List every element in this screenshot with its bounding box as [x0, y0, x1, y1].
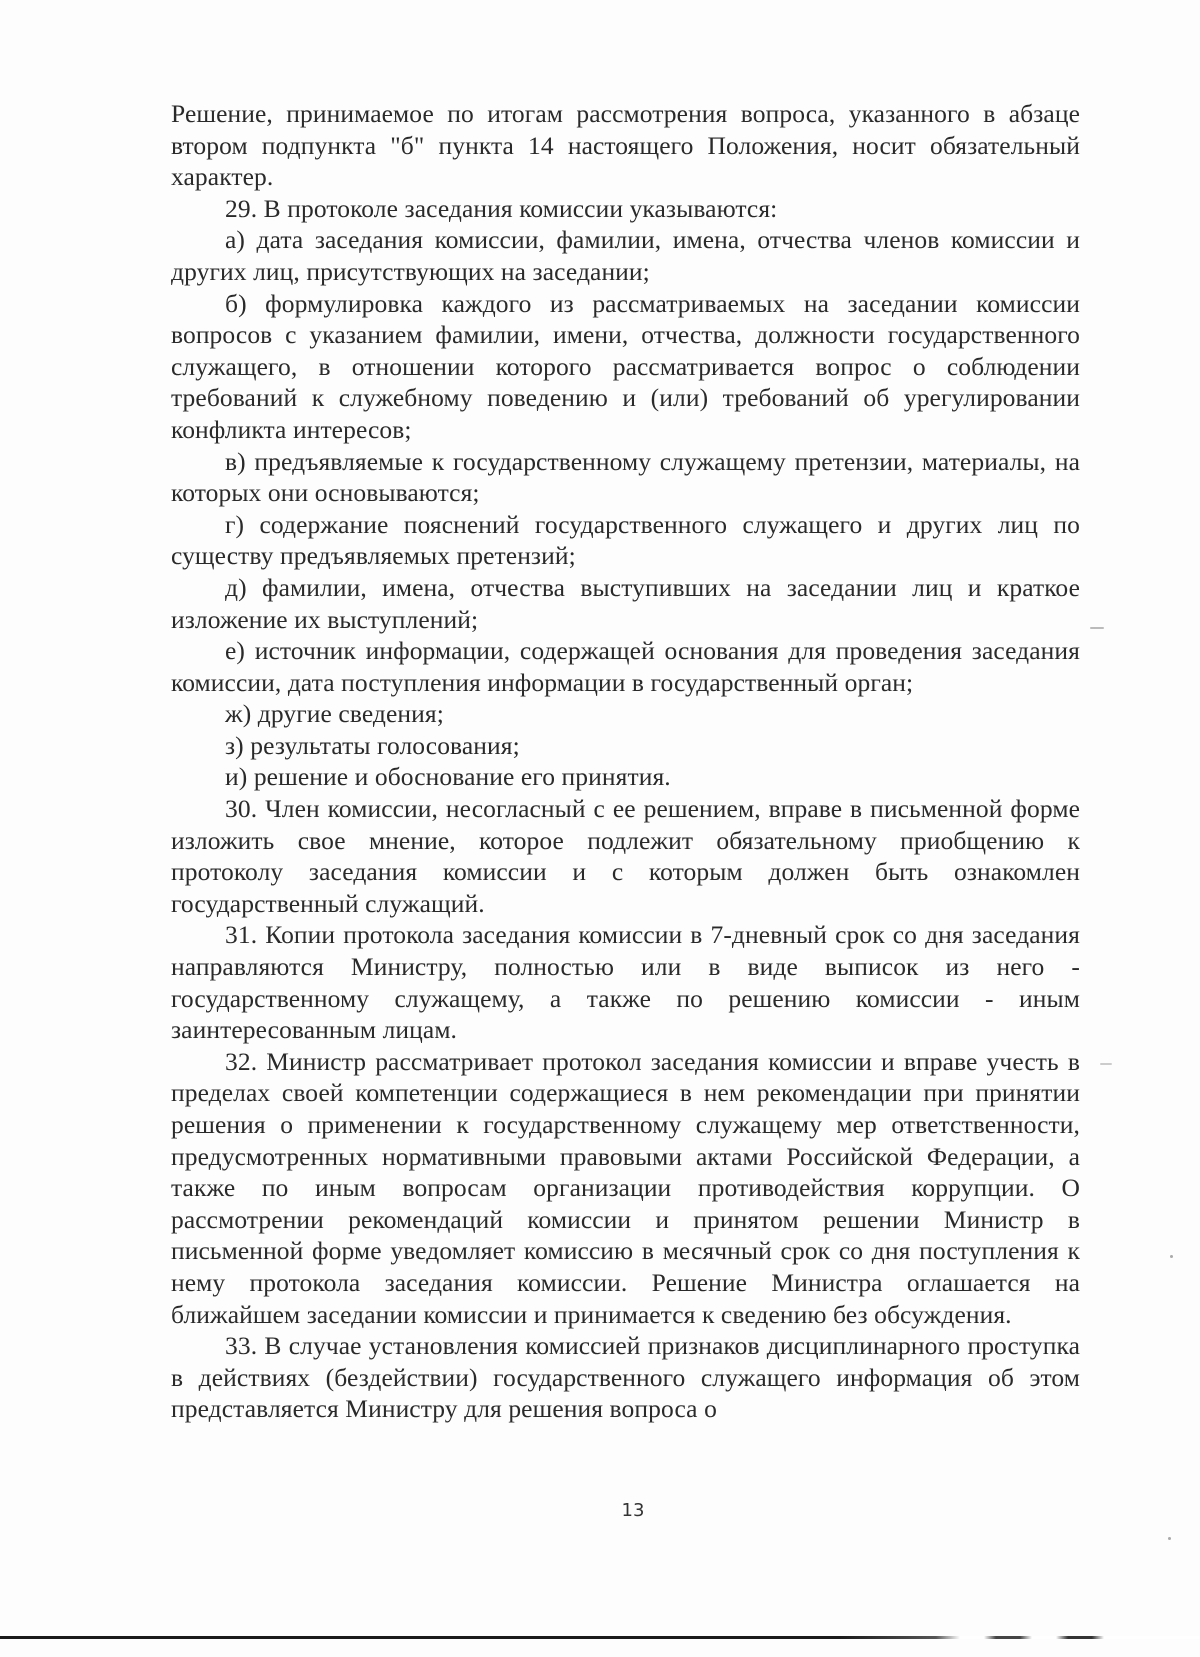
paragraph-29-d: д) фамилии, имена, отчества выступивших на заседании лиц и краткое изложение их выступлений;: [171, 572, 1080, 634]
paragraph-29-b: б) формулировка каждого из рассматриваемых на заседании комиссии вопросов с указанием фамилии, имени, отчества, должности государственного служащего, в отношении которого рассматривается вопрос о соблюдении требований к служебному поведению и (или) требований об урегулировании конфликта интересов;: [171, 288, 1080, 444]
paragraph-intro: Решение, принимаемое по итогам рассмотрения вопроса, указанного в абзаце втором подпункта "б" пункта 14 настоящего Положения, носит обязательный характер.: [171, 99, 1080, 192]
scan-edge-line: [0, 1636, 1200, 1639]
paragraph-31: 31. Копии протокола заседания комиссии в 7-дневный срок со дня заседания направляются Министру, полностью или в виде выписок из него - государственному служащему, а также по решению комиссии - иным заинтересованным лицам.: [171, 920, 1080, 1045]
page-number: 13: [621, 1500, 645, 1521]
paragraph-29-g: г) содержание пояснений государственного служащего и других лиц по существу предъявляемых претензий;: [171, 509, 1080, 571]
scan-speck: [1100, 1063, 1112, 1065]
paragraph-29-zh: ж) другие сведения;: [225, 699, 444, 729]
paragraph-30: 30. Член комиссии, несогласный с ее решением, вправе в письменной форме изложить свое мнение, которое подлежит обязательному приобщению к протоколу заседания комиссии и с которым должен быть ознакомлен государственный служащий.: [171, 794, 1080, 918]
paragraph-29-z: з) результаты голосования;: [225, 730, 520, 760]
paragraph-29-e: е) источник информации, содержащей основания для проведения заседания комиссии, дата поступления информации в государственный орган;: [171, 636, 1080, 697]
document-body: [171, 98, 1080, 1425]
paragraph-33: 33. В случае установления комиссией признаков дисциплинарного проступка в действиях (бездействии) государственного служащего информация об этом представляется Министру для решения вопроса о: [171, 1331, 1080, 1424]
scan-speck: [1170, 1255, 1173, 1258]
scan-speck: [1090, 627, 1104, 629]
paragraph-29: 29. В протоколе заседания комиссии указываются:: [225, 193, 778, 223]
paragraph-29-v: в) предъявляемые к государственному служащему претензии, материалы, на которых они основываются;: [171, 446, 1080, 508]
paragraph-32: 32. Министр рассматривает протокол заседания комиссии и вправе учесть в пределах своей компетенции содержащиеся в нем рекомендации при принятии решения о применении к государственному служащему мер ответственности, предусмотренных нормативными правовыми актами Российской Федерации, а также по иным вопросам организации противодействия коррупции. О рассмотрении рекомендаций комиссии и принятом решении Министр в письменной форме уведомляет комиссию в месячный срок со дня поступления к нему протокола заседания комиссии. Решение Министра оглашается на ближайшем заседании комиссии и принимается к сведению без обсуждения.: [171, 1046, 1080, 1329]
scan-speck: [1168, 1537, 1171, 1540]
paragraph-29-i: и) решение и обоснование его принятия.: [225, 762, 671, 792]
paragraph-29-a: а) дата заседания комиссии, фамилии, имена, отчества членов комиссии и других лиц, присутствующих на заседании;: [171, 225, 1080, 286]
